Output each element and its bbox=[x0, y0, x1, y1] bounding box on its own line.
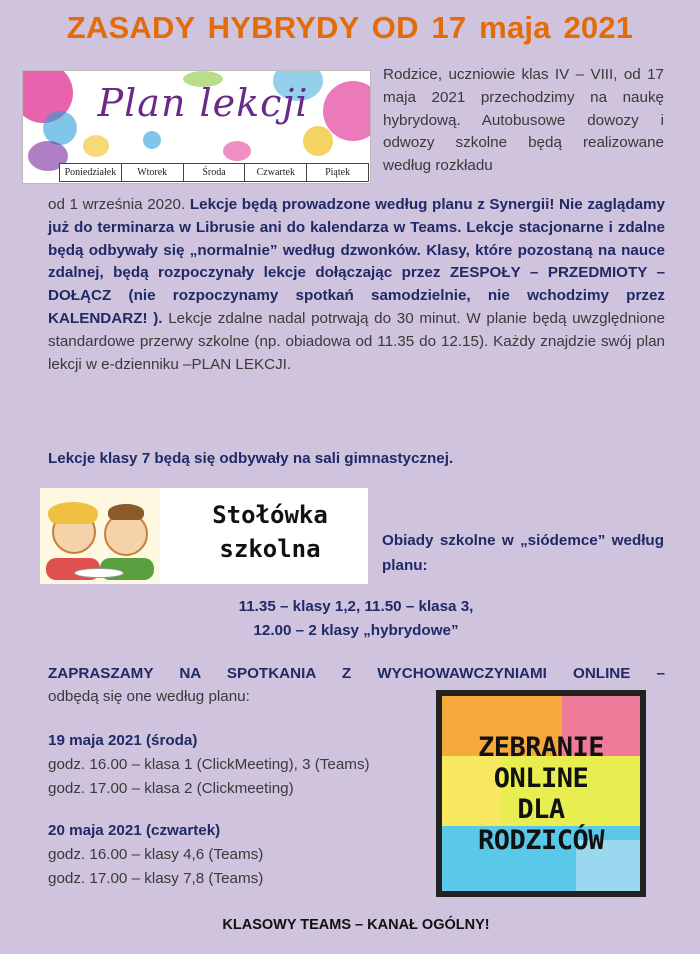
canteen-title bbox=[180, 498, 360, 566]
meeting-block bbox=[48, 819, 428, 891]
rules-paragraph bbox=[48, 194, 665, 376]
meeting-line: godz. 16.00 – klasy 4,6 (Teams) bbox=[48, 846, 264, 863]
page-title: ZASADY HYBRYDY OD 17 maja 2021 bbox=[66, 10, 634, 45]
rules-end: Lekcje zdalne nadal potrwają do 30 minut. W planie będą uwzględnione standardowe przerwy szkolne (np. obiadowa od 11.35 do 12.15). Każdy znajdzie swój plan lekcji w e-dzienniku –PLAN LEKCJI. bbox=[48, 309, 665, 373]
kids-illustration bbox=[40, 488, 160, 584]
day-label: Poniedziałek bbox=[60, 164, 122, 181]
plan-lekcji-title: Plan lekcji bbox=[97, 81, 309, 125]
lunch-hours-line-2: 12.00 – 2 klasy „hybrydowe” bbox=[253, 622, 459, 639]
day-label: Wtorek bbox=[122, 164, 184, 181]
canteen-line-2: szkolna bbox=[219, 535, 321, 563]
lunch-hours bbox=[0, 595, 700, 643]
day-label: Czwartek bbox=[245, 164, 307, 181]
rules-start: od 1 września 2020. bbox=[48, 196, 190, 213]
invite-line-1: ZAPRASZAMY NA SPOTKANIA Z WYCHOWAWCZYNIAMI ONLINE – bbox=[48, 665, 665, 682]
zebranie-line: DLA bbox=[517, 794, 565, 825]
lunch-notice: Obiady szkolne w „siódemce” według planu: bbox=[382, 532, 664, 574]
canteen-image bbox=[40, 488, 368, 584]
meeting-block bbox=[48, 729, 428, 801]
invite-line-2: odbędą się one według planu: bbox=[48, 688, 250, 705]
gym-notice: Lekcje klasy 7 będą się odbywały na sali gimnastycznej. bbox=[48, 450, 454, 467]
meeting-line: godz. 16.00 – klasa 1 (ClickMeeting), 3 (Teams) bbox=[48, 756, 370, 773]
meeting-line: godz. 17.00 – klasa 2 (Clickmeeting) bbox=[48, 780, 294, 797]
day-label: Piątek bbox=[325, 167, 351, 178]
days-row bbox=[59, 163, 369, 182]
canteen-line-1: Stołówka bbox=[212, 501, 328, 529]
zebranie-line: ZEBRANIE bbox=[477, 732, 605, 763]
zebranie-line: ONLINE bbox=[493, 763, 589, 794]
lunch-hours-line-1: 11.35 – klasy 1,2, 11.50 – klasa 3, bbox=[238, 598, 474, 615]
meeting-date: 19 maja 2021 (środa) bbox=[48, 732, 198, 749]
zebranie-line: RODZICÓW bbox=[477, 825, 605, 856]
footer-note: KLASOWY TEAMS – KANAŁ OGÓLNY! bbox=[222, 917, 490, 933]
rules-bold: Lekcje będą prowadzone według planu z Synergii! Nie zaglądamy już do terminarza w Librusie ani do kalendarza w Teams. Lekcje stacjonarne i zdalne będą odbywały się „normalnie” według dzwonków. Klasy, które pozostaną na nauce zdalnej, będą rozpoczynały lekcje dołączając przez ZESPOŁY – PRZEDMIOTY – DOŁĄCZ (nie rozpoczynamy spotkań samodzielnie, nie wchodzimy przez KALENDARZ! ). bbox=[48, 196, 665, 327]
zebranie-image bbox=[436, 690, 646, 897]
intro-paragraph: Rodzice, uczniowie klas IV – VIII, od 17 maja 2021 przechodzimy na naukę hybrydową. Autobusowe dowozy i odwozy szkolne będą realizowane według rozkładu bbox=[383, 66, 664, 175]
day-label: Środa bbox=[184, 164, 246, 181]
zebranie-text bbox=[436, 732, 646, 856]
meeting-line: godz. 17.00 – klasy 7,8 (Teams) bbox=[48, 870, 264, 887]
meeting-date: 20 maja 2021 (czwartek) bbox=[48, 822, 221, 839]
plan-lekcji-image bbox=[22, 70, 371, 184]
